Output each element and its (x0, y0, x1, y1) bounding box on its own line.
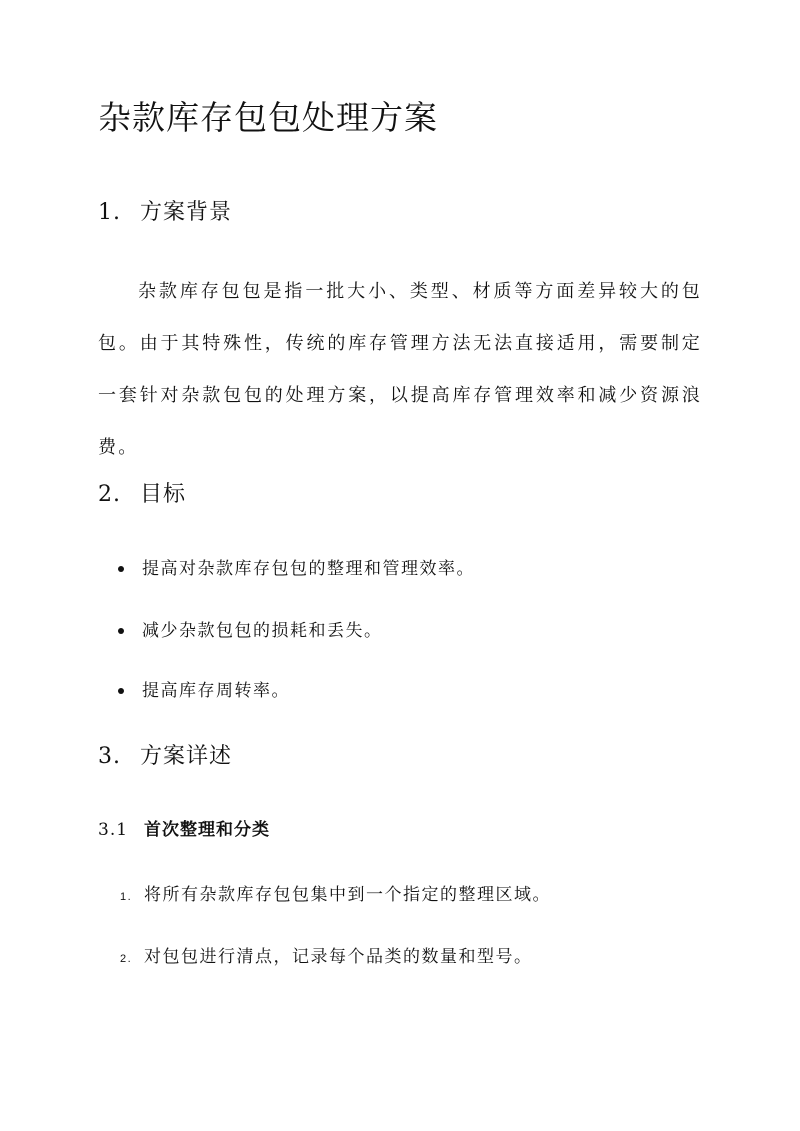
bullet-icon (118, 688, 124, 694)
document-title: 杂款库存包包处理方案 (98, 98, 438, 137)
list-item-text: 提高库存周转率。 (142, 681, 290, 701)
section-title: 目标 (140, 482, 187, 507)
section-number: 1. (98, 200, 121, 225)
bullet-icon (118, 566, 124, 572)
subsection-title: 首次整理和分类 (144, 820, 270, 840)
list-item-text: 减少杂款包包的损耗和丢失。 (142, 621, 383, 641)
list-item (118, 556, 475, 582)
numbered-list-item (120, 944, 533, 972)
list-item (118, 678, 290, 704)
section-number: 2. (98, 482, 121, 507)
section-2-heading (98, 480, 186, 510)
list-item-text: 提高对杂款库存包包的整理和管理效率。 (142, 559, 475, 579)
section-1-heading (98, 198, 232, 228)
list-item-text: 对包包进行清点，记录每个品类的数量和型号。 (144, 947, 533, 967)
section-number: 3. (98, 744, 121, 769)
numbered-list-item (120, 882, 551, 910)
list-marker: 2. (120, 953, 133, 965)
section-title: 方案详述 (140, 744, 233, 769)
section-3-heading (98, 742, 232, 772)
list-item (118, 618, 383, 644)
list-marker: 1. (120, 891, 133, 903)
subsection-number: 3.1 (98, 820, 129, 840)
section-title: 方案背景 (140, 200, 233, 225)
subsection-3-1-heading (98, 818, 270, 842)
list-item-text: 将所有杂款库存包包集中到一个指定的整理区域。 (144, 885, 551, 905)
bullet-icon (118, 628, 124, 634)
background-paragraph: 杂款库存包包是指一批大小、类型、材质等方面差异较大的包包。由于其特殊性，传统的库存管理方法无法直接适用，需要制定一套针对杂款包包的处理方案，以提高库存管理效率和减少资源浪费。 (98, 281, 702, 458)
